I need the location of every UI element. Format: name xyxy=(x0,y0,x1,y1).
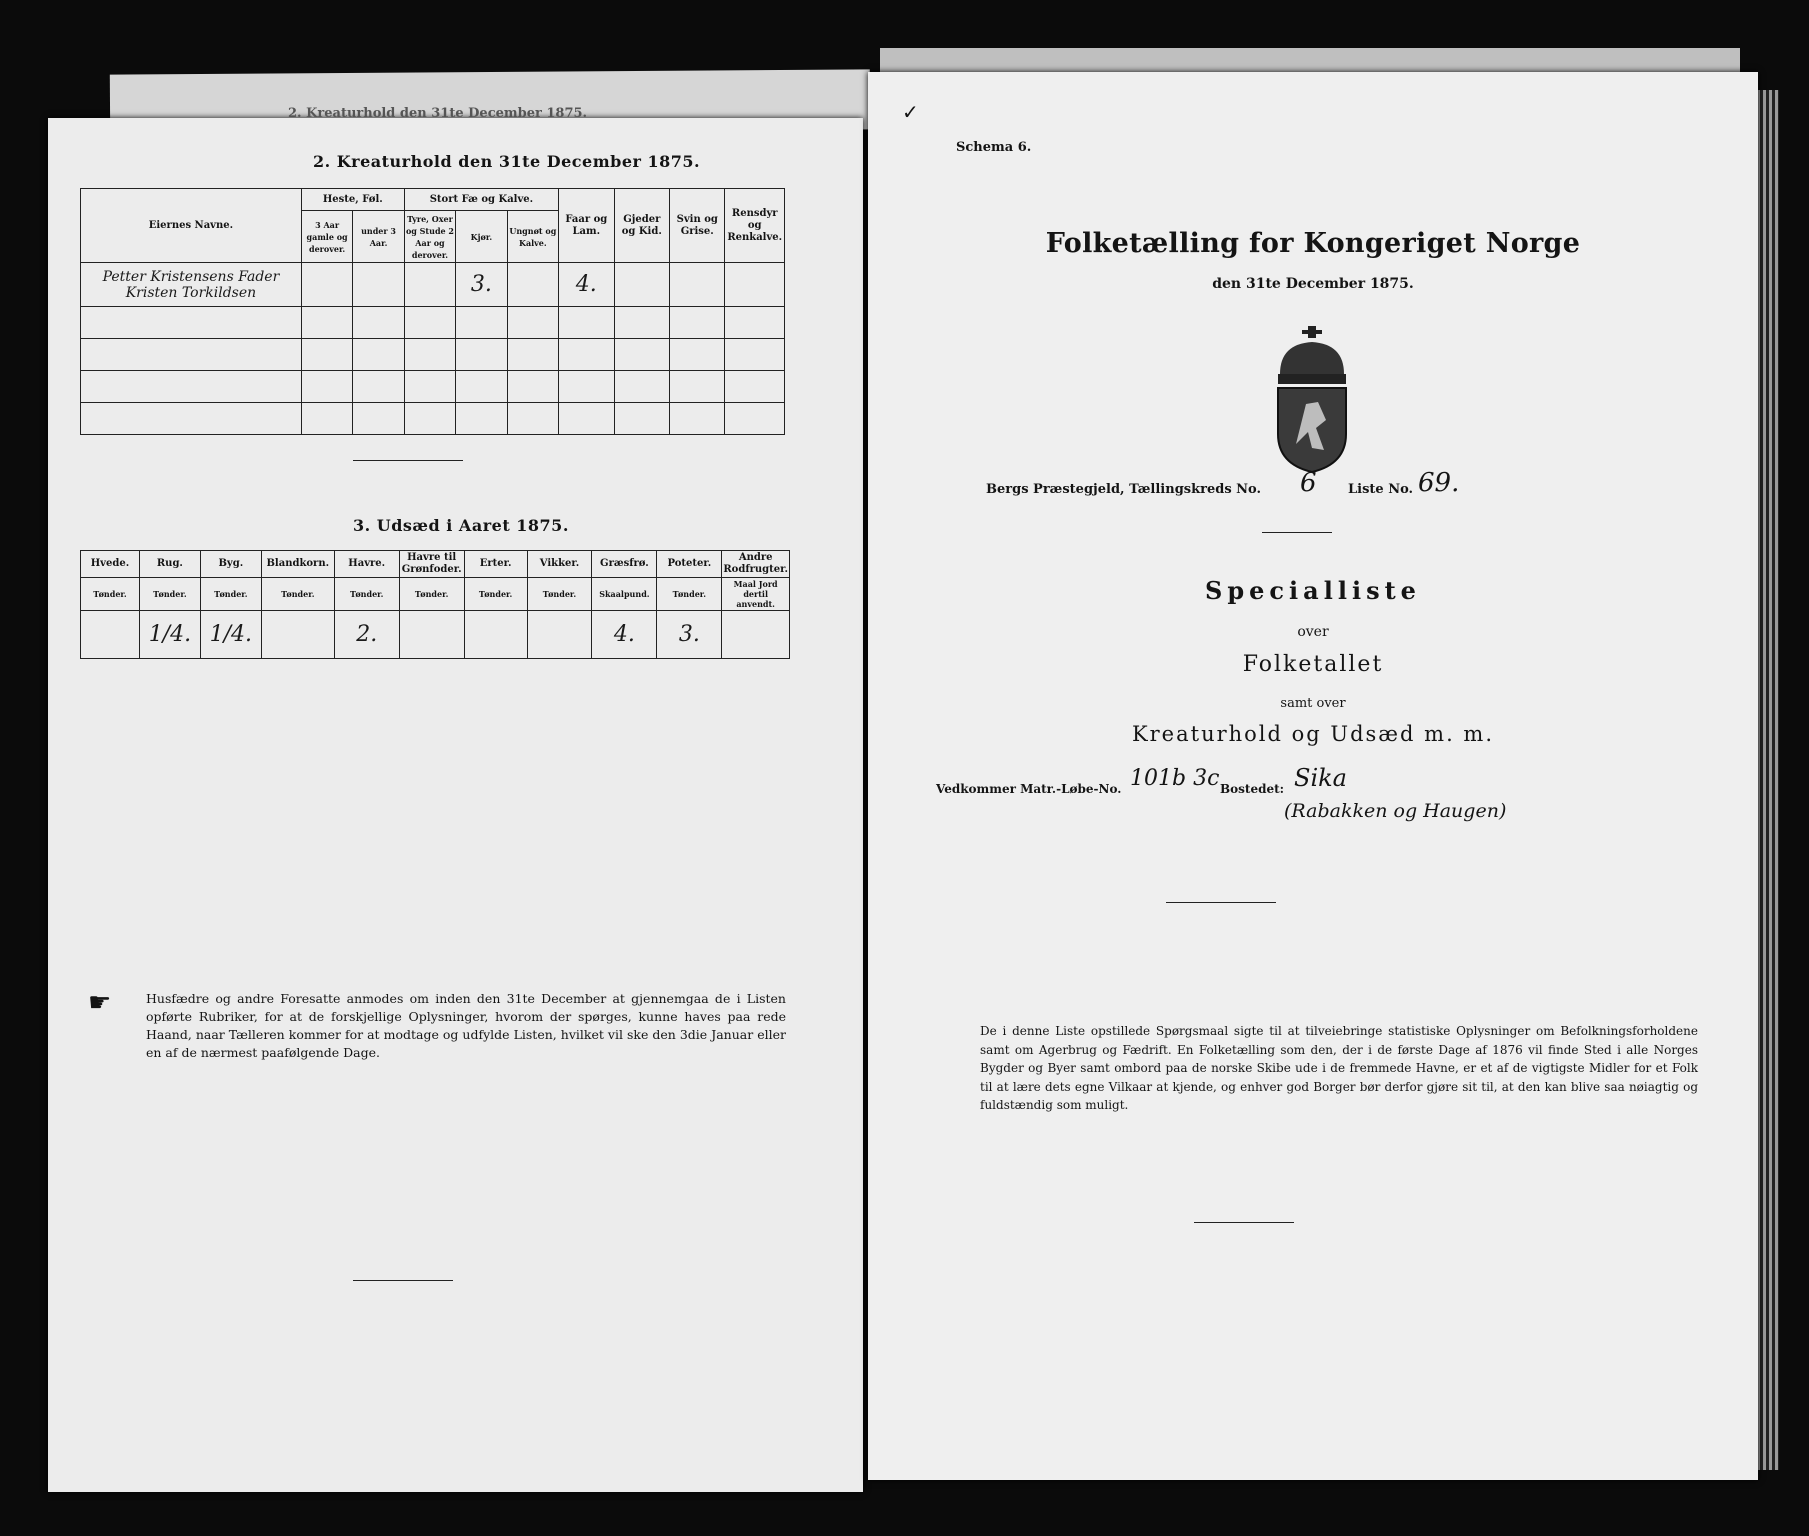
census-title: Folketælling for Kongeriget Norge xyxy=(1045,228,1581,259)
right-page xyxy=(868,72,1758,1480)
table-row xyxy=(81,403,785,435)
seed-unit: Tønder. xyxy=(399,578,464,611)
table-row xyxy=(81,263,785,307)
owner-cell: Petter Kristensens Fader Kristen Torkildsen xyxy=(81,263,302,307)
col-pigs: Svin og Grise. xyxy=(670,189,725,263)
seed-header: Græsfrø. xyxy=(592,551,657,578)
table-row xyxy=(81,371,785,403)
seed-header: Blandkorn. xyxy=(261,551,334,578)
seed-header: Byg. xyxy=(200,551,261,578)
seed-header: Havre. xyxy=(334,551,399,578)
district-number: 6 xyxy=(1300,468,1317,498)
col-horses: Heste, Føl. xyxy=(301,189,404,211)
seed-unit: Tønder. xyxy=(657,578,722,611)
seed-unit: Maal Jord dertil anvendt. xyxy=(722,578,790,611)
seed-value xyxy=(399,611,464,659)
divider xyxy=(1194,1222,1294,1223)
seed-unit: Skaalpund. xyxy=(592,578,657,611)
bosted-sub: (Rabakken og Haugen) xyxy=(1284,800,1507,822)
seed-header: Havre til Grønfoder. xyxy=(399,551,464,578)
coat-of-arms-icon xyxy=(1266,324,1358,474)
seed-value xyxy=(261,611,334,659)
col-cattle-a: Tyre, Oxer og Stude 2 Aar og derover. xyxy=(404,211,455,263)
notice-text: Husfædre og andre Foresatte anmodes om inden den 31te December at gjennemgaa de i Listen opførte Rubriker, for at de forskjellige Oplysninger, hvorom der spørges, kunne haves paa rede Haand, naar Tælleren kommer for at modtage og udfylde Listen, hvilket vil ske den 3die Januar eller en af de nærmest paafølgende Dage. xyxy=(146,991,786,1060)
over-text: over xyxy=(1297,624,1329,640)
section3-title: 3. Udsæd i Aaret 1875. xyxy=(353,516,569,535)
seed-unit: Tønder. xyxy=(334,578,399,611)
check-mark: ✓ xyxy=(902,100,919,124)
seed-header: Vikker. xyxy=(527,551,592,578)
seed-header: Poteter. xyxy=(657,551,722,578)
table-row xyxy=(81,307,785,339)
list-label: Liste No. xyxy=(1348,482,1414,497)
schema-label: Schema 6. xyxy=(956,140,1032,155)
col-sheep: Faar og Lam. xyxy=(559,189,614,263)
col-reindeer: Rensdyr og Renkalve. xyxy=(725,189,785,263)
specialliste-heading: Specialliste xyxy=(1205,576,1421,605)
col-cattle-c: Ungnøt og Kalve. xyxy=(507,211,558,263)
matr-number: 101b 3c xyxy=(1130,766,1220,791)
seed-unit: Tønder. xyxy=(200,578,261,611)
seed-unit: Tønder. xyxy=(81,578,140,611)
col-goats: Gjeder og Kid. xyxy=(614,189,669,263)
seed-value: 3. xyxy=(657,611,722,659)
seed-value xyxy=(722,611,790,659)
col-cattle-b: Kjør. xyxy=(456,211,507,263)
census-date: den 31te December 1875. xyxy=(1212,276,1414,292)
sheep-cell: 4. xyxy=(559,263,614,307)
seed-unit: Tønder. xyxy=(261,578,334,611)
seed-value: 2. xyxy=(334,611,399,659)
parish-label: Bergs Præstegjeld, Tællingskreds No. xyxy=(986,482,1262,497)
samt-over-text: samt over xyxy=(1280,696,1346,711)
section2-title: 2. Kreaturhold den 31te December 1875. xyxy=(313,152,701,171)
bosted-label: Bostedet: xyxy=(1220,782,1285,796)
seed-header: Hvede. xyxy=(81,551,140,578)
seed-unit: Tønder. xyxy=(464,578,527,611)
cows-cell: 3. xyxy=(456,263,507,307)
footer-text: De i denne Liste opstillede Spørgsmaal sigte til at tilveiebringe statistiske Oplysninger om Befolkningsforholdene samt om Agerbrug og Fædrift. En Folketælling som den, der i de første Dage af 1876 vil finde Sted i alle Norges Bygder og Byer samt ombord paa de norske Skibe ude i de fremmede Havne, er et af de vigtigste Midler for et Folk til at lære dets egne Vilkaar at kjende, og enhver god Borger bør derfor gjøre sit til, at den kan blive saa nøiagtig og fuldstændig som muligt. xyxy=(980,1024,1698,1112)
seed-header: Andre Rodfrugter. xyxy=(722,551,790,578)
matr-label: Vedkommer Matr.-Løbe-No. xyxy=(936,782,1122,796)
left-page xyxy=(48,106,863,1492)
seed-header: Rug. xyxy=(139,551,200,578)
table-row xyxy=(81,339,785,371)
divider xyxy=(1262,532,1332,533)
faint-header: 2. Kreaturhold den 31te December 1875. xyxy=(288,106,588,121)
seed-value xyxy=(81,611,140,659)
col-owner: Eiernes Navne. xyxy=(81,189,302,263)
bosted-value: Sika xyxy=(1294,764,1347,792)
col-horses-b: under 3 Aar. xyxy=(353,211,404,263)
seed-unit: Tønder. xyxy=(139,578,200,611)
list-number: 69. xyxy=(1418,468,1460,498)
divider xyxy=(1166,902,1276,903)
divider xyxy=(353,1280,453,1281)
pointing-hand-icon: ☛ xyxy=(88,988,112,1018)
seed-value xyxy=(464,611,527,659)
seed-value xyxy=(527,611,592,659)
livestock-table xyxy=(80,188,785,435)
seed-value: 1/4. xyxy=(139,611,200,659)
folketallet-heading: Folketallet xyxy=(1242,652,1384,677)
col-cattle: Stort Fæ og Kalve. xyxy=(404,189,558,211)
kreaturhold-heading: Kreaturhold og Udsæd m. m. xyxy=(1131,722,1495,746)
seed-header: Erter. xyxy=(464,551,527,578)
seed-value: 4. xyxy=(592,611,657,659)
divider xyxy=(353,460,463,461)
seed-value: 1/4. xyxy=(200,611,261,659)
seed-table xyxy=(80,550,790,659)
seed-unit: Tønder. xyxy=(527,578,592,611)
col-horses-a: 3 Aar gamle og derover. xyxy=(301,211,352,263)
